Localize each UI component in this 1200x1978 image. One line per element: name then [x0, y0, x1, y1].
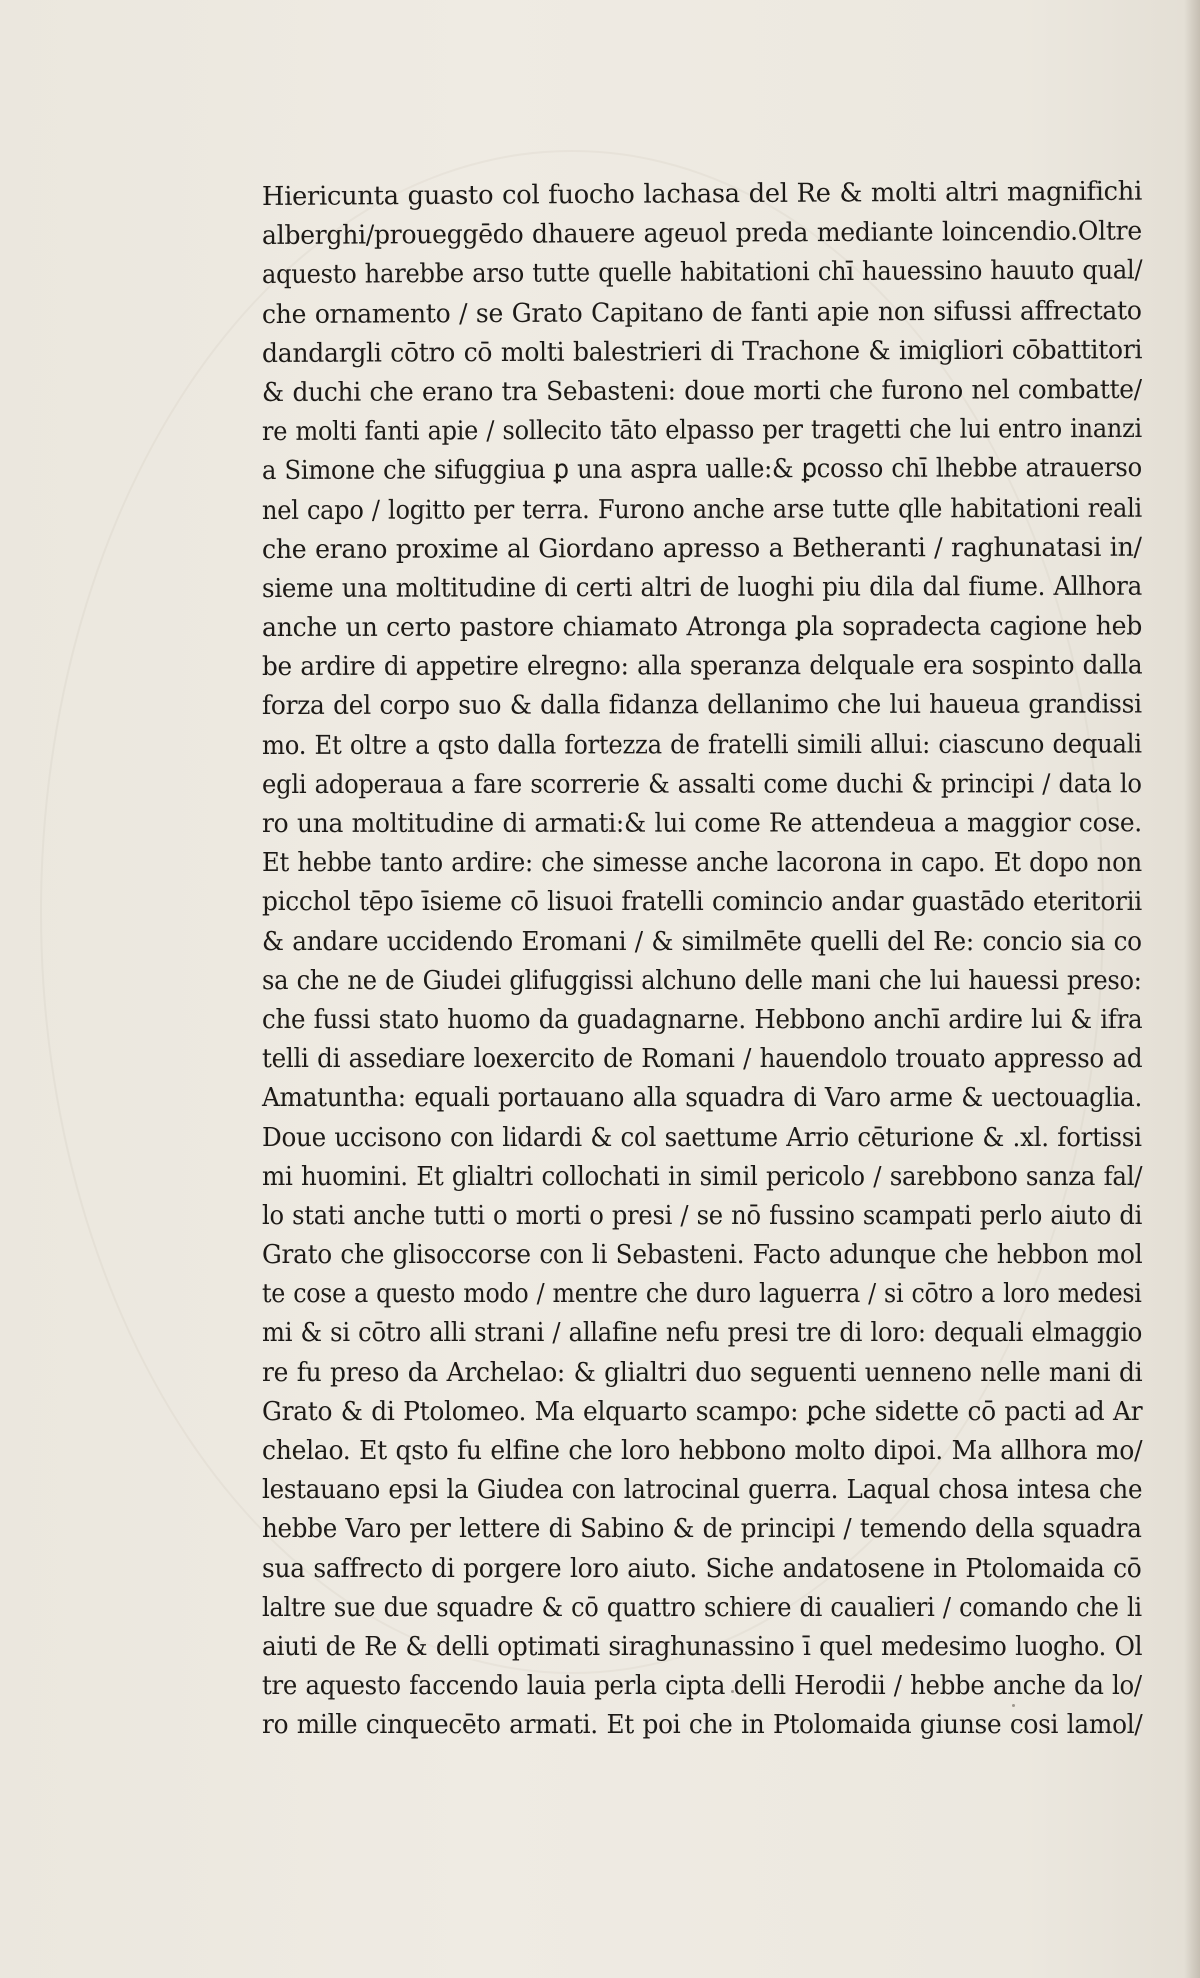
text-line: ro mille cinquecēto armati. Et poi che in Ptolomaida giunse cosi lamol/ [262, 1710, 1143, 1741]
text-line: che erano proxime al Giordano apresso a Betheranti / raghunatasi in/ [261, 532, 1142, 565]
text-line: anche un certo pastore chiamato Atronga ꝑla sopradecta cagione heb [261, 611, 1143, 644]
text-line: lestauano epsi la Giudea con latrocinal guerra. Laqual chosa intesa che [262, 1475, 1143, 1506]
text-line: Doue uccisono con lidardi & col saettume Arrio cēturione & .xl. fortissi [262, 1122, 1142, 1153]
text-line: be ardire di appetire elregno: alla speranza delquale era sospinto dalla [261, 650, 1143, 683]
text-line: Hiericunta guasto col fuocho lachasa del Re & molti altri magnifichi [261, 176, 1143, 212]
text-line: aquesto harebbe arso tutte quelle habitationi chī hauessino hauuto qual/ [261, 255, 1143, 291]
text-line: egli adoperaua a fare scorrerie & assalti come duchi & principi / data lo [261, 769, 1142, 800]
text-line: Grato che glisoccorse con li Sebasteni. Facto adunque che hebbon mol [262, 1240, 1143, 1271]
text-line: Amatuntha: equali portauano alla squadra di Varo arme & uectouaglia. [262, 1083, 1143, 1114]
text-line: & andare uccidendo Eromani / & similmēte quelli del Re: concio sia co [262, 926, 1142, 957]
text-line: forza del corpo suo & dalla fidanza dellanimo che lui haueua grandissi [261, 689, 1142, 722]
text-line: alberghi/proueggēdo dhauere ageuol preda mediante loincendio.Oltre [261, 216, 1142, 252]
text-line: lo stati anche tutti o morti o presi / se nō fussino scampati perlo aiuto di [262, 1200, 1143, 1231]
text-line: re molti fanti apie / sollecito tāto elpasso per tragetti che lui entro inanzi [261, 414, 1142, 448]
text-line: che ornamento / se Grato Capitano de fanti apie non sifussi affrectato [261, 295, 1142, 330]
text-line: te cose a questo modo / mentre che duro laguerra / si cōtro a loro medesi [262, 1279, 1142, 1310]
page-edge-shadow [1184, 0, 1200, 1978]
text-line: laltre sue due squadre & cō quattro schiere di caualieri / comando che li [262, 1592, 1142, 1623]
text-line: telli di assediare loexercito de Romani / hauendolo trouato appresso ad [262, 1044, 1143, 1075]
text-line: mi & si cōtro alli strani / allafine nefu presi tre di loro: dequali elmaggio [262, 1318, 1143, 1349]
text-line: tre aquesto faccendo lauia perla cipta delli Herodii / hebbe anche da lo/ [262, 1671, 1142, 1702]
text-line: chelao. Et qsto fu elfine che loro hebbono molto dipoi. Ma allhora mo/ [262, 1436, 1143, 1466]
text-line: sieme una moltitudine di certi altri de luoghi piu dila dal fiume. Allhora [261, 571, 1142, 604]
text-line: Grato & di Ptolomeo. Ma elquarto scampo: ꝑche sidette cō pacti ad Ar [262, 1396, 1143, 1427]
text-line: mi huomini. Et glialtri collochati in simil pericolo / sarebbono sanza fal/ [262, 1161, 1143, 1192]
text-line: sua saffrecto di porgere loro aiuto. Siche andatosene in Ptolomaida cō [262, 1553, 1142, 1584]
text-line: dandargli cōtro cō molti balestrieri di Trachone & imigliori cōbattitori [261, 334, 1143, 369]
text-line: Et hebbe tanto ardire: che simesse anche lacorona in capo. Et dopo non [262, 848, 1142, 879]
paper-speck [1012, 1704, 1015, 1707]
text-line: re fu preso da Archelao: & glialtri duo seguenti uenneno nelle mani di [262, 1357, 1143, 1388]
text-line: picchol tēpo īsieme cō lisuoi fratelli comincio andar guastādo eteritorii [262, 887, 1142, 918]
text-line: mo. Et oltre a qsto dalla fortezza de fratelli simili allui: ciascuno dequali [261, 729, 1142, 761]
text-line: aiuti de Re & delli optimati siraghunassino ī quel medesimo luogho. Ol [262, 1631, 1143, 1662]
text-line: & duchi che erano tra Sebasteni: doue morti che furono nel combatte/ [261, 374, 1142, 408]
text-line: a Simone che sifuggiua ꝑ una aspra ualle:& ꝑcosso chī lhebbe atrauerso [261, 453, 1142, 487]
text-line: ro una moltitudine di armati:& lui come Re attendeua a maggior cose. [261, 808, 1142, 839]
text-block [262, 178, 1142, 1746]
paper-speck [731, 1690, 734, 1693]
text-line: che fussi stato huomo da guadagnarne. Hebbono anchī ardire lui & ifra [262, 1004, 1143, 1035]
text-line: hebbe Varo per lettere di Sabino & de principi / temendo della squadra [262, 1514, 1142, 1545]
text-line: nel capo / logitto per terra. Furono anche arse tutte qlle habitationi reali [261, 493, 1142, 526]
text-line: sa che ne de Giudei glifuggissi alchuno delle mani che lui hauessi preso: [262, 965, 1142, 996]
